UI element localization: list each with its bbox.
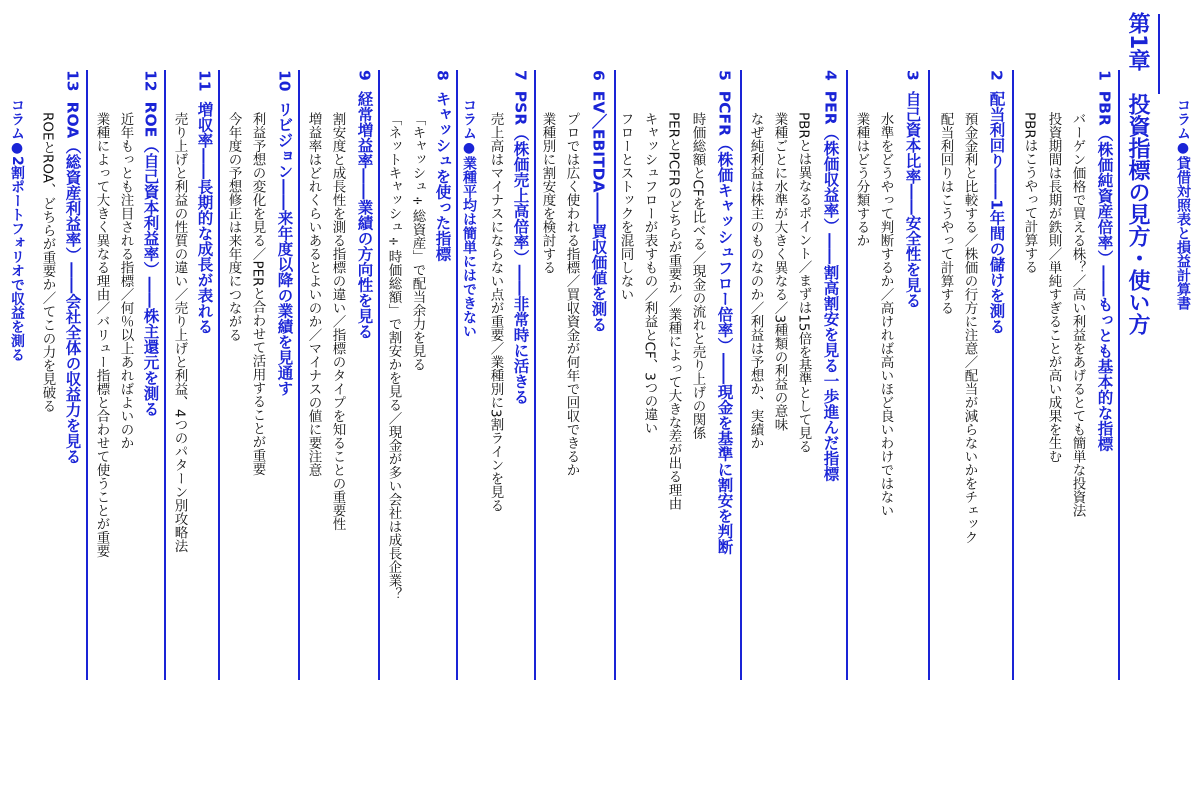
column-note-portfolio <box>10 98 24 773</box>
section-6-title <box>590 70 606 745</box>
section-5-title <box>716 70 732 745</box>
bullet-icon: ● <box>9 140 25 156</box>
column-note-text: 2割ポートフォリオで収益を測る <box>9 156 25 362</box>
section-number: 10 <box>275 70 294 92</box>
section-title-text: ROA（総資産利益率）――会社全体の収益力を見る <box>63 101 82 464</box>
section-1-title <box>1096 70 1112 745</box>
section-11-sub-1: 売り上げと利益の性質の違い／売り上げと利益、4つのパターン別攻略法 <box>171 112 188 553</box>
section-number: 13 <box>63 70 82 92</box>
section-title-text: ROE（自己資本利益率）――株主還元を測る <box>141 101 160 417</box>
section-rule <box>534 70 536 680</box>
section-number: 11 <box>195 70 214 92</box>
section-number: 8 <box>433 70 452 81</box>
section-rule <box>1012 70 1014 680</box>
section-title-text: PER（株価収益率）――割高割安を見る一歩進んだ指標 <box>821 90 840 482</box>
section-rule <box>378 70 380 680</box>
section-number: 3 <box>903 70 922 81</box>
section-9-sub-2: 増益率はどれくらいあるとよいのか／マイナスの値に要注意 <box>305 112 322 477</box>
section-2-sub-1: 預金金利と比較する／株価の行方に注意／配当が減らないかをチェック <box>961 112 978 544</box>
section-rule <box>740 70 742 680</box>
section-8-sub-2: 「ネットキャッシュ÷時価総額」で割安かを見る／現金が多い会社は成長企業？ <box>385 112 402 601</box>
section-4-sub-1: PBRとは異なるポイント／まずは15倍を基準として見る <box>795 112 812 453</box>
section-2-title <box>988 70 1004 745</box>
section-4-sub-2: 業種ごとに水準が大きく異なる／3種類の利益の意味 <box>771 112 788 432</box>
chapter-title: 第1章 投資指標の見方・使い方 <box>1125 12 1150 336</box>
section-5-sub-4: フローとストックを混同しない <box>617 112 634 301</box>
section-title-text: PSR（株価売上高倍率）――非常時に活きる <box>511 90 530 405</box>
section-number: 9 <box>355 70 374 81</box>
section-title-text: 経常増益率――業績の方向性を見る <box>355 90 374 339</box>
bullet-icon: ● <box>1175 140 1191 156</box>
section-8-title <box>434 70 450 745</box>
section-1-sub-2: 投資期間は長期が鉄則／単純すぎることが高い成果を生む <box>1045 112 1062 463</box>
section-4-sub-3: なぜ純利益は株主のものなのか／利益は予想か、実績か <box>747 112 764 450</box>
column-note-balance-sheet <box>1176 98 1190 773</box>
section-9-sub-1: 割安度と成長性を測る指標の違い／指標のタイプを知ることの重要性 <box>329 112 346 531</box>
section-3-sub-2: 業種はどう分類するか <box>853 112 870 247</box>
section-7-title <box>512 70 528 745</box>
section-4-title <box>822 70 838 745</box>
section-title-text: キャッシュを使った指標 <box>433 90 452 262</box>
section-rule <box>456 70 458 680</box>
section-rule <box>298 70 300 680</box>
section-2-sub-2: 配当利回りはこうやって計算する <box>937 112 954 315</box>
section-3-sub-1: 水準をどうやって判断するか／高ければ高いほど良いわけではない <box>877 112 894 517</box>
section-title-text: 増収率――長期的な成長が表れる <box>195 101 214 335</box>
section-5-sub-1: 時価総額とCFを比べる／現金の流れと売り上げの関係 <box>689 112 706 440</box>
section-10-sub-2: 今年度の予想修正は来年度につながる <box>225 112 242 342</box>
column-note-text: 貸借対照表と損益計算書 <box>1175 156 1191 310</box>
section-13-title <box>64 70 80 745</box>
section-13-sub-1: ROEとROA、どちらが重要か／てこの力を見破る <box>39 112 56 413</box>
section-title-text: PCFR（株価キャッシュフロー倍率）――現金を基準に割安を判断 <box>715 90 734 555</box>
section-rule <box>86 70 88 680</box>
section-number: 4 <box>821 70 840 81</box>
section-rule <box>928 70 930 680</box>
bullet-icon: ● <box>461 140 477 156</box>
section-title-text: リビジョン――来年度以降の業績を見通す <box>275 101 294 397</box>
section-11-title <box>196 70 212 745</box>
section-5-sub-2: PERとPCFRのどちらが重要か／業種によって大きな差が出る理由 <box>665 112 682 511</box>
section-number: 12 <box>141 70 160 92</box>
section-10-sub-1: 利益予想の変化を見る／PERと合わせて活用することが重要 <box>249 112 266 476</box>
section-title-text: PBR（株価純資産倍率）――もっとも基本的な指標 <box>1095 90 1114 452</box>
section-number: 1 <box>1095 70 1114 81</box>
section-12-sub-2: 業種によって大きく異なる理由／バリュー指標と合わせて使うことが重要 <box>93 112 110 558</box>
section-title-text: 自己資本比率――安全性を見る <box>903 90 922 308</box>
section-12-title <box>142 70 158 745</box>
section-7-sub-1: 売上高はマイナスにならない点が重要／業種別に3割ラインを見る <box>487 112 504 513</box>
section-6-sub-1: プロでは広く使われる指標／買収資金が何年で回収できるか <box>563 112 580 477</box>
section-10-title <box>276 70 292 745</box>
section-9-title <box>356 70 372 745</box>
section-3-title <box>904 70 920 745</box>
section-number: 2 <box>987 70 1006 81</box>
section-5-sub-3: キャッシュフローが表すもの／利益とCF、3つの違い <box>641 112 658 435</box>
section-1-sub-1: バーゲン価格で買える株？／高い利益をあげるとても簡単な投資法 <box>1069 112 1086 517</box>
section-8-sub-1: 「キャッシュ÷総資産」で配当余力を見る <box>409 112 426 371</box>
section-rule <box>164 70 166 680</box>
section-rule <box>218 70 220 680</box>
section-rule <box>614 70 616 680</box>
section-number: 7 <box>511 70 530 81</box>
section-title-text: EV／EBITDA――買収価値を測る <box>589 90 608 332</box>
section-title-text: 配当利回り――1年間の儲けを測る <box>987 90 1006 335</box>
section-number: 6 <box>589 70 608 81</box>
column-note-label: コラム <box>461 98 477 140</box>
column-note-text: 業種平均は簡単にはできない <box>461 156 477 338</box>
column-note-label: コラム <box>9 98 25 140</box>
section-rule <box>846 70 848 680</box>
column-note-industry-average <box>462 98 476 773</box>
section-rule <box>1118 70 1120 680</box>
section-1-sub-3: PBRはこうやって計算する <box>1021 112 1038 274</box>
column-note-label: コラム <box>1175 98 1191 140</box>
section-6-sub-2: 業種別に割安度を検討する <box>539 112 556 274</box>
section-number: 5 <box>715 70 734 81</box>
chapter-rule <box>1158 14 1160 94</box>
section-12-sub-1: 近年もっとも注目される指標／何％以上あればよいのか <box>117 112 134 450</box>
